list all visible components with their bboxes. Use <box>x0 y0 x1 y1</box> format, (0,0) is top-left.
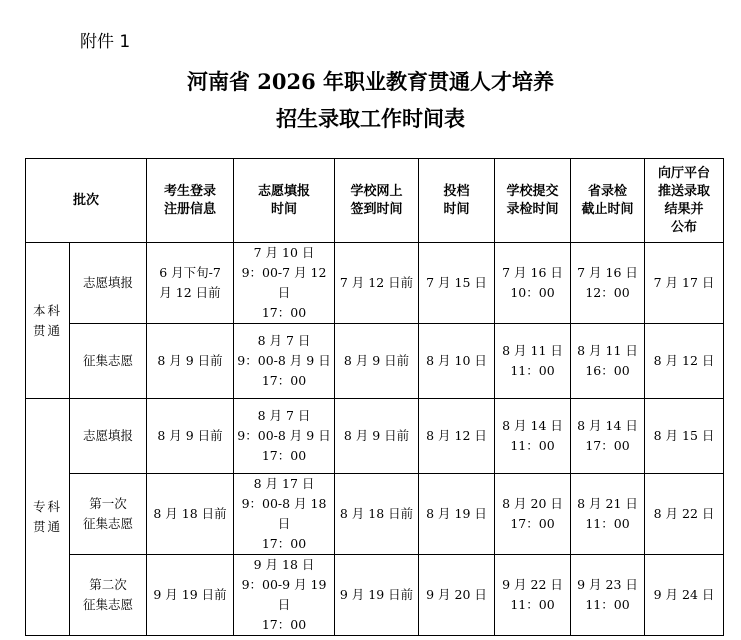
cell-checkin: 8 月 9 日前 <box>335 399 419 474</box>
cell-checkin: 8 月 9 日前 <box>335 324 419 399</box>
header-register: 考生登录 注册信息 <box>147 159 234 243</box>
cell-register: 8 月 9 日前 <box>147 324 234 399</box>
cell-checkin: 9 月 19 日前 <box>335 555 419 636</box>
cell-batch: 征集志愿 <box>70 324 147 399</box>
table-row <box>26 555 724 636</box>
cell-batch: 第一次 征集志愿 <box>70 474 147 555</box>
cell-review: 9 月 22 日 11：00 <box>495 555 571 636</box>
cell-review: 8 月 11 日 11：00 <box>495 324 571 399</box>
cell-submit: 7 月 15 日 <box>419 243 495 324</box>
table-row <box>26 399 724 474</box>
cell-batch: 志愿填报 <box>70 243 147 324</box>
cell-register: 9 月 19 日前 <box>147 555 234 636</box>
cell-register: 8 月 18 日前 <box>147 474 234 555</box>
header-publish: 向厅平台 推送录取 结果并 公布 <box>645 159 724 243</box>
cell-batch: 志愿填报 <box>70 399 147 474</box>
cell-publish: 9 月 24 日 <box>645 555 724 636</box>
cell-publish: 8 月 12 日 <box>645 324 724 399</box>
table-row <box>26 243 724 324</box>
cell-provincial: 9 月 23 日 11：00 <box>571 555 645 636</box>
cell-publish: 7 月 17 日 <box>645 243 724 324</box>
header-review-time: 学校提交 录检时间 <box>495 159 571 243</box>
cell-batch: 第二次 征集志愿 <box>70 555 147 636</box>
cell-review: 8 月 20 日 17：00 <box>495 474 571 555</box>
cell-submit: 8 月 19 日 <box>419 474 495 555</box>
cell-provincial: 8 月 14 日 17：00 <box>571 399 645 474</box>
attachment-label: 附件 1 <box>80 32 131 52</box>
header-provincial-deadline: 省录检 截止时间 <box>571 159 645 243</box>
cell-register: 6 月下旬-7 月 12 日前 <box>147 243 234 324</box>
header-row <box>26 159 724 243</box>
header-batch: 批次 <box>26 159 147 243</box>
header-fill-time: 志愿填报 时间 <box>234 159 335 243</box>
cell-checkin: 7 月 12 日前 <box>335 243 419 324</box>
cell-fill: 8 月 7 日 9：00-8 月 9 日 17：00 <box>234 399 335 474</box>
cell-fill: 8 月 17 日 9：00-8 月 18 日 17：00 <box>234 474 335 555</box>
cell-provincial: 8 月 11 日 16：00 <box>571 324 645 399</box>
cell-publish: 8 月 22 日 <box>645 474 724 555</box>
schedule-table <box>25 158 724 636</box>
cell-checkin: 8 月 18 日前 <box>335 474 419 555</box>
cell-review: 7 月 16 日 10：00 <box>495 243 571 324</box>
group-bachelor: 本科 贯通 <box>26 243 70 399</box>
cell-submit: 8 月 10 日 <box>419 324 495 399</box>
cell-fill: 7 月 10 日 9：00-7 月 12 日 17：00 <box>234 243 335 324</box>
header-submit-time: 投档 时间 <box>419 159 495 243</box>
table-row <box>26 474 724 555</box>
document-title-line-2: 招生录取工作时间表 <box>276 106 465 131</box>
header-checkin-time: 学校网上 签到时间 <box>335 159 419 243</box>
cell-submit: 9 月 20 日 <box>419 555 495 636</box>
cell-submit: 8 月 12 日 <box>419 399 495 474</box>
cell-provincial: 7 月 16 日 12：00 <box>571 243 645 324</box>
cell-fill: 8 月 7 日 9：00-8 月 9 日 17：00 <box>234 324 335 399</box>
cell-fill: 9 月 18 日 9：00-9 月 19 日 17：00 <box>234 555 335 636</box>
cell-provincial: 8 月 21 日 11：00 <box>571 474 645 555</box>
cell-review: 8 月 14 日 11：00 <box>495 399 571 474</box>
cell-register: 8 月 9 日前 <box>147 399 234 474</box>
cell-publish: 8 月 15 日 <box>645 399 724 474</box>
group-specialist: 专科 贯通 <box>26 399 70 636</box>
table-row <box>26 324 724 399</box>
document-title-line-1: 河南省 2026 年职业教育贯通人才培养 <box>186 69 555 94</box>
